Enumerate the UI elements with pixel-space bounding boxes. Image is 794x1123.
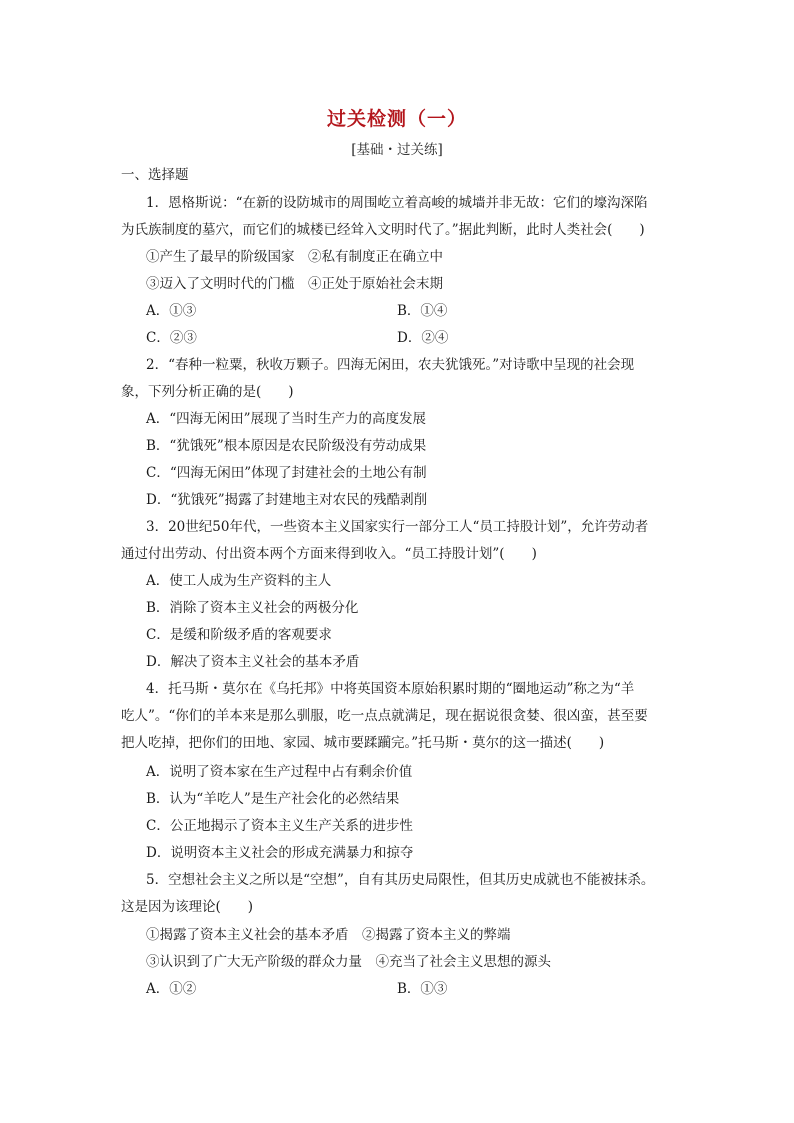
question-1-option-a: A．①③ <box>146 303 197 319</box>
question-2-option-a: A．“四海无闲田”展现了当时生产力的高度发展 <box>146 411 427 427</box>
question-5-stem-line-2: 这是因为该理论( ) <box>121 899 254 915</box>
question-1-option-d: D．②④ <box>397 330 449 346</box>
question-4-option-c: C．公正地揭示了资本主义生产关系的进步性 <box>146 818 413 834</box>
question-3-option-a: A．使工人成为生产资料的主人 <box>146 573 332 589</box>
section-heading: 一、选择题 <box>121 167 189 183</box>
question-5-item-line-1: ①揭露了资本主义社会的基本矛盾 ②揭露了资本主义的弊端 <box>146 927 511 943</box>
question-2-option-b: B．“犹饿死”根本原因是农民阶级没有劳动成果 <box>146 438 427 454</box>
question-4-stem-line-2: 吃人”。“你们的羊本来是那么驯服，吃一点点就满足，现在据说很贪婪、很凶蛮，甚至要 <box>121 708 648 724</box>
page-subtitle: [基础・过关练] <box>351 142 443 158</box>
question-1-option-b: B．①④ <box>397 303 448 319</box>
question-2-option-d: D．“犹饿死”揭露了封建地主对农民的残酷剥削 <box>146 492 428 508</box>
question-1-stem-line-2: 为氏族制度的墓穴，而它们的城楼已经耸入文明时代了。”据此判断，此时人类社会( ) <box>121 222 645 238</box>
question-5-option-a: A．①② <box>146 981 197 997</box>
question-1-option-c: C．②③ <box>146 330 197 346</box>
question-1-item-line-1: ①产生了最早的阶级国家 ②私有制度正在确立中 <box>146 249 443 265</box>
question-3-stem-line-1: 3．20世纪50年代，一些资本主义国家实行一部分工人“员工持股计划”，允许劳动者 <box>146 519 649 535</box>
question-5-item-line-2: ③认识到了广大无产阶级的群众力量 ④充当了社会主义思想的源头 <box>146 954 551 970</box>
question-4-stem-line-1: 4．托马斯・莫尔在《乌托邦》中将英国资本原始积累时期的“圈地运动”称之为“羊 <box>146 681 635 697</box>
question-3-option-c: C．是缓和阶级矛盾的客观要求 <box>146 627 332 643</box>
question-4-stem-line-3: 把人吃掉，把你们的田地、家园、城市要蹂躏完。”托马斯・莫尔的这一描述( ) <box>121 735 605 751</box>
question-4-option-d: D．说明资本主义社会的形成充满暴力和掠夺 <box>146 845 414 861</box>
question-1-stem-line-1: 1．恩格斯说：“在新的设防城市的周围屹立着高峻的城墙并非无故：它们的壕沟深陷 <box>146 195 648 211</box>
question-4-option-a: A．说明了资本家在生产过程中占有剩余价值 <box>146 764 413 780</box>
question-2-stem-line-1: 2．“春种一粒粟，秋收万颗子。四海无闲田，农夫犹饿死。”对诗歌中呈现的社会现 <box>146 357 635 373</box>
question-3-stem-line-2: 通过付出劳动、付出资本两个方面来得到收入。“员工持股计划”( ) <box>121 546 537 562</box>
question-3-option-d: D．解决了资本主义社会的基本矛盾 <box>146 654 360 670</box>
page-title: 过关检测（一） <box>326 108 467 130</box>
question-5-stem-line-1: 5．空想社会主义之所以是“空想”，自有其历史局限性，但其历史成就也不能被抹杀。 <box>146 872 655 888</box>
question-1-item-line-2: ③迈入了文明时代的门槛 ④正处于原始社会末期 <box>146 276 443 292</box>
question-3-option-b: B．消除了资本主义社会的两极分化 <box>146 600 359 616</box>
question-2-stem-line-2: 象，下列分析正确的是( ) <box>121 384 294 400</box>
question-4-option-b: B．认为“羊吃人”是生产社会化的必然结果 <box>146 791 400 807</box>
question-5-option-b: B．①③ <box>397 981 448 997</box>
question-2-option-c: C．“四海无闲田”体现了封建社会的土地公有制 <box>146 465 427 481</box>
